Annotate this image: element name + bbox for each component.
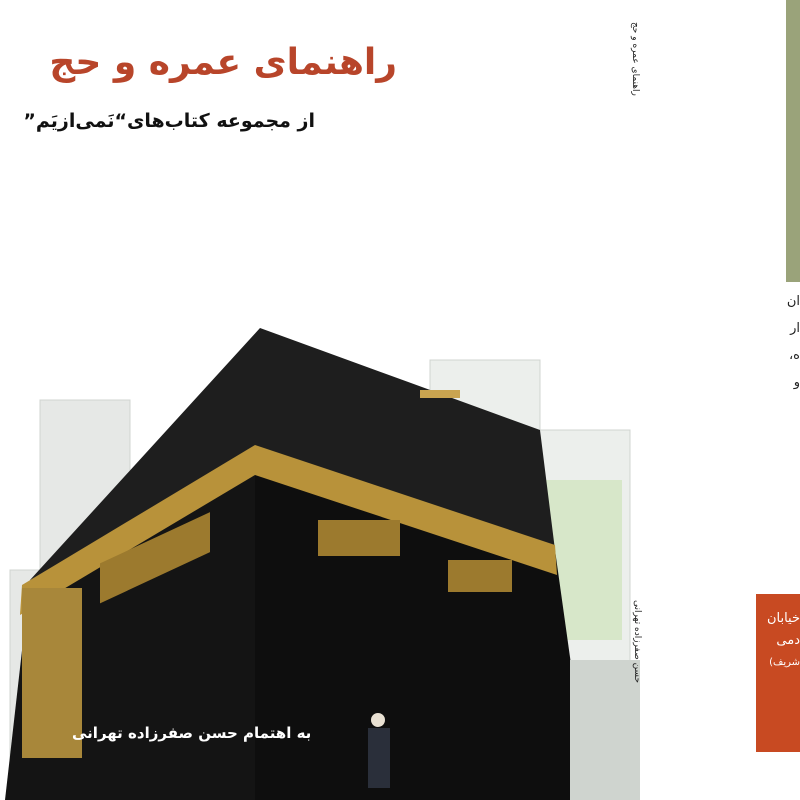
pilgrim-figure	[371, 713, 385, 727]
arcade-image	[570, 660, 640, 800]
inscription-panel	[448, 560, 512, 592]
back-cover-text	[756, 288, 800, 396]
back-text-line: ار	[790, 321, 800, 336]
spine-title: راهنمای عمره و حج	[630, 22, 640, 96]
inscription-panel	[318, 520, 400, 556]
back-text-line: ه،	[788, 348, 800, 363]
pilgrim-figure	[368, 728, 390, 788]
book-subtitle: از مجموعه کتاب‌های“نَمی‌ازیَم”	[23, 110, 315, 132]
back-text-line: ان	[786, 294, 800, 309]
back-cover	[756, 0, 800, 800]
address-box	[756, 594, 800, 752]
back-text-line: و	[793, 375, 800, 390]
back-cover-photo	[786, 0, 800, 282]
editor-credit: به اهتمام حسن صفرزاده تهرانی	[72, 724, 312, 742]
book-title: راهنمای عمره و حج	[49, 42, 397, 83]
gold-spout	[420, 390, 460, 398]
address-line: دمی	[776, 633, 800, 648]
spine-author: حسن صفرزاده تهرانی	[632, 600, 642, 684]
address-line: شریف)	[769, 657, 800, 668]
address-line: خیابان	[766, 611, 800, 626]
